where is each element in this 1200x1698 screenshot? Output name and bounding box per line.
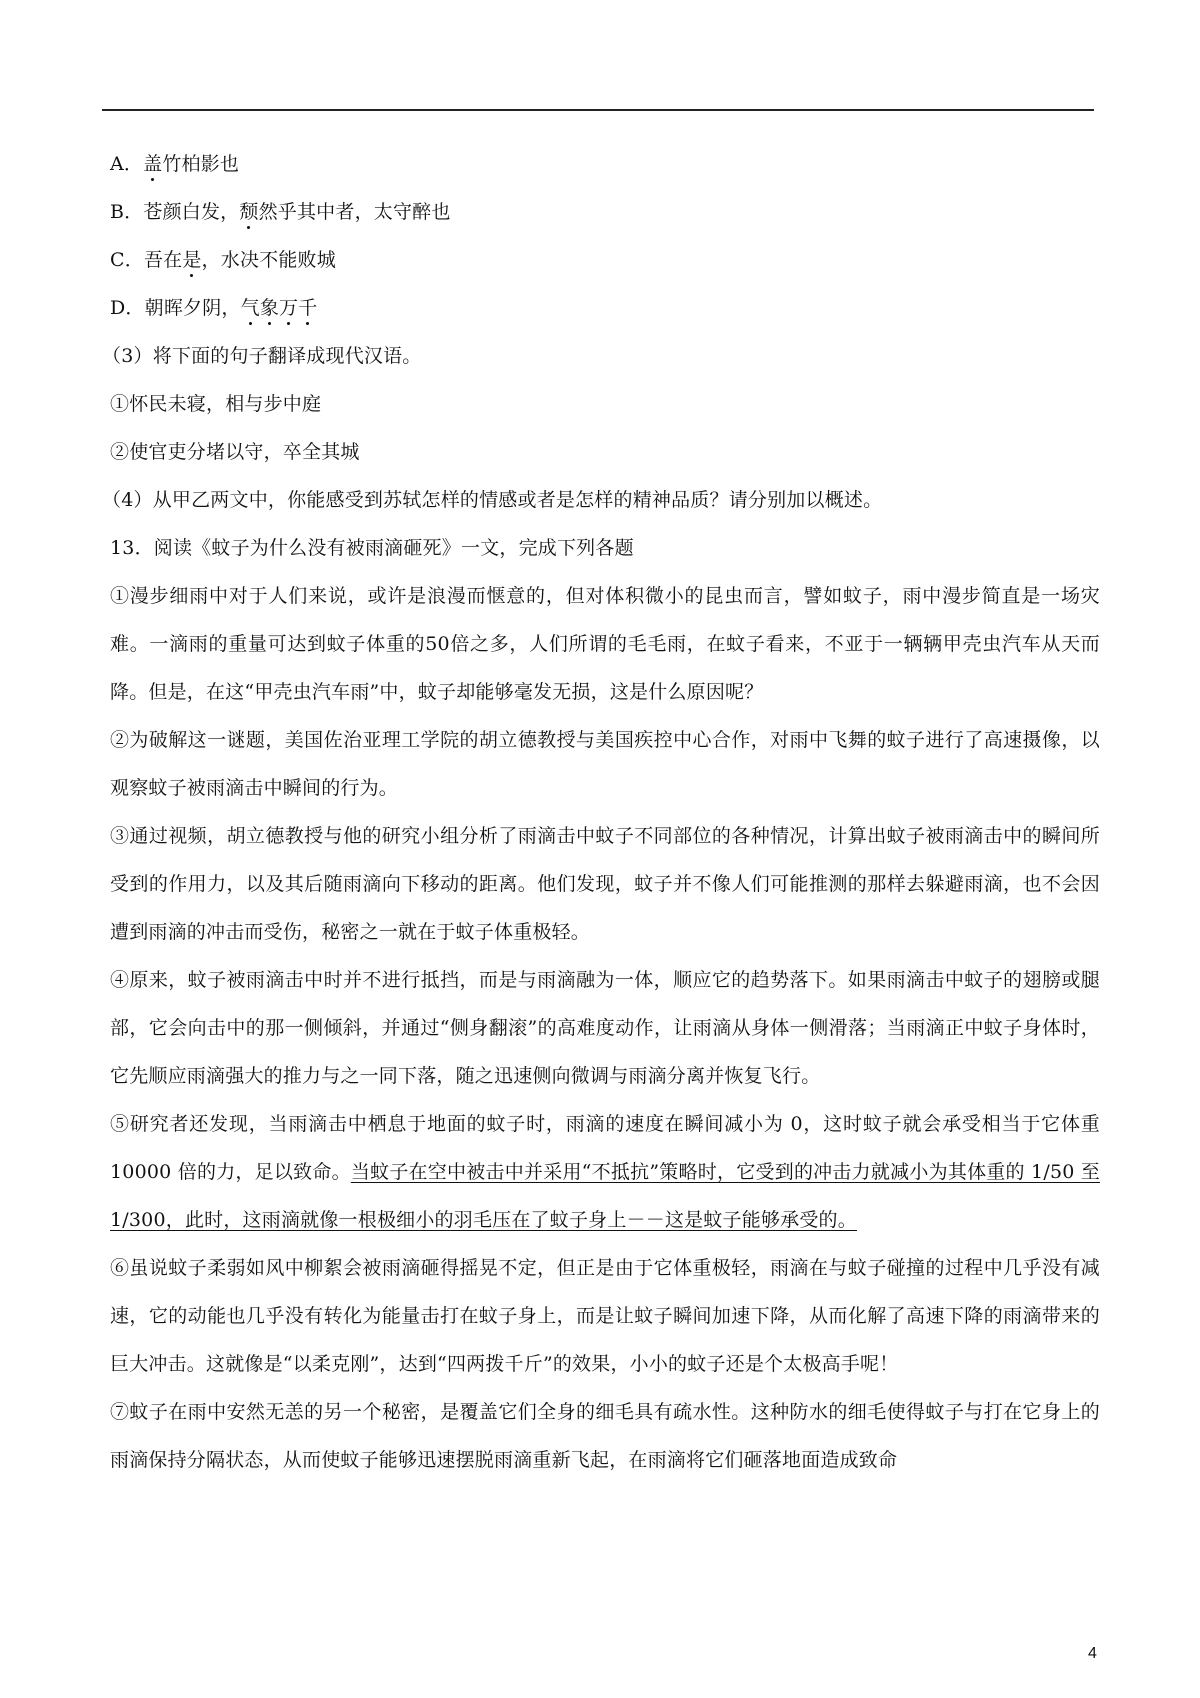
q4-prompt: （4）从甲乙两文中，你能感受到苏轼怎样的情感或者是怎样的精神品质？请分别加以概述。 xyxy=(102,489,883,511)
option-c-rest: ，水决不能败城 xyxy=(201,249,336,271)
option-d xyxy=(110,284,1100,332)
paragraph-3: ③通过视频，胡立德教授与他的研究小组分析了雨滴击中蚊子不同部位的各种情况，计算出蚊子被雨滴击中的瞬间所受到的作用力，以及其后随雨滴向下移动的距离。他们发现，蚊子并不像人们可能推测的那样去躲避雨滴，也不会因遭到雨滴的冲击而受伤，秘密之一就在于蚊子体重极轻。 xyxy=(110,825,1100,943)
option-b-prefix: B．苍颜白发， xyxy=(110,201,240,223)
option-a xyxy=(110,140,1100,188)
option-d-dotted xyxy=(241,297,318,319)
q3-sentence-2: ②使官吏分堵以守，卒全其城 xyxy=(110,441,360,463)
paragraph-6: ⑥虽说蚊子柔弱如风中柳絮会被雨滴砸得摇晃不定，但正是由于它体重极轻，雨滴在与蚊子碰撞的过程中几乎没有减速，它的动能也几乎没有转化为能量击打在蚊子身上，而是让蚊子瞬间加速下降，从而化解了高速下降的雨滴带来的巨大冲击。这就像是“以柔克刚”，达到“四两拨千斤”的效果，小小的蚊子还是个太极高手呢！ xyxy=(110,1257,1100,1375)
paragraph-4: ④原来，蚊子被雨滴击中时并不进行抵挡，而是与雨滴融为一体，顺应它的趋势落下。如果雨滴击中蚊子的翅膀或腿部，它会向击中的那一侧倾斜，并通过“侧身翻滚”的高难度动作，让雨滴从身体一侧滑落；当雨滴正中蚊子身体时，它先顺应雨滴强大的推力与之一同下落，随之迅速侧向微调与雨滴分离并恢复飞行。 xyxy=(110,969,1100,1087)
paragraph-2: ②为破解这一谜题，美国佐治亚理工学院的胡立德教授与美国疾控中心合作，对雨中飞舞的蚊子进行了高速摄像，以观察蚊子被雨滴击中瞬间的行为。 xyxy=(110,729,1100,799)
option-b-rest: 然乎其中者，太守醉也 xyxy=(258,201,451,223)
content-area xyxy=(102,140,1100,1484)
option-d-dotted-char: 万 xyxy=(279,297,299,319)
option-d-prefix: D．朝晖夕阴， xyxy=(110,297,241,319)
option-a-prefix: A． xyxy=(110,153,144,175)
option-c xyxy=(110,236,1100,284)
paragraph-5 xyxy=(110,1100,1100,1244)
q3-prompt: （3）将下面的句子翻译成现代汉语。 xyxy=(102,345,422,367)
paragraph-7: ⑦蚊子在雨中安然无恙的另一个秘密，是覆盖它们全身的细毛具有疏水性。这种防水的细毛使得蚊子与打在它身上的雨滴保持分隔状态，从而使蚊子能够迅速摆脱雨滴重新飞起，在雨滴将它们砸落地面造成致命 xyxy=(110,1401,1100,1471)
page-number: 4 xyxy=(1088,1645,1097,1662)
option-d-dotted-char: 象 xyxy=(259,297,280,319)
option-b xyxy=(110,188,1100,236)
option-d-dotted-char: 千 xyxy=(298,297,318,319)
q3-sentence-1: ①怀民未寝，相与步中庭 xyxy=(110,393,322,415)
paragraph-5-underlined: 当蚊子在空中被击中并采用“不抵抗”策略时，它受到的冲击力就减小为其体重的 1/50 至 1/300，此时，这雨滴就像一根极细小的羽毛压在了蚊子身上－－这是蚊子能够承受的。 xyxy=(110,1161,1100,1231)
paragraph-1: ①漫步细雨中对于人们来说，或许是浪漫而惬意的，但对体积微小的昆虫而言，譬如蚊子，雨中漫步简直是一场灾难。一滴雨的重量可达到蚊子体重的50倍之多，人们所谓的毛毛雨，在蚊子看来，不亚于一辆辆甲壳虫汽车从天而降。但是，在这“甲壳虫汽车雨”中，蚊子却能够毫发无损，这是什么原因呢？ xyxy=(110,585,1100,703)
q13-prompt: 13．阅读《蚊子为什么没有被雨滴砸死》一文，完成下列各题 xyxy=(110,537,634,559)
paragraph-5-text: ⑤研究者还发现，当雨滴击中栖息于地面的蚊子时，雨滴的速度在瞬间减小为 0，这时蚊子就会承受相当于它体重 10000 倍的力，足以致命。 xyxy=(110,1113,1100,1183)
option-d-dotted-char: 气 xyxy=(240,297,260,319)
option-b-dotted: 颓 xyxy=(239,201,259,223)
option-c-prefix: C．吾在 xyxy=(110,249,183,271)
option-a-dotted: 盖 xyxy=(143,153,163,175)
header-rule xyxy=(102,109,1094,111)
option-c-dotted: 是 xyxy=(182,249,202,271)
option-a-rest: 竹柏影也 xyxy=(162,153,240,175)
